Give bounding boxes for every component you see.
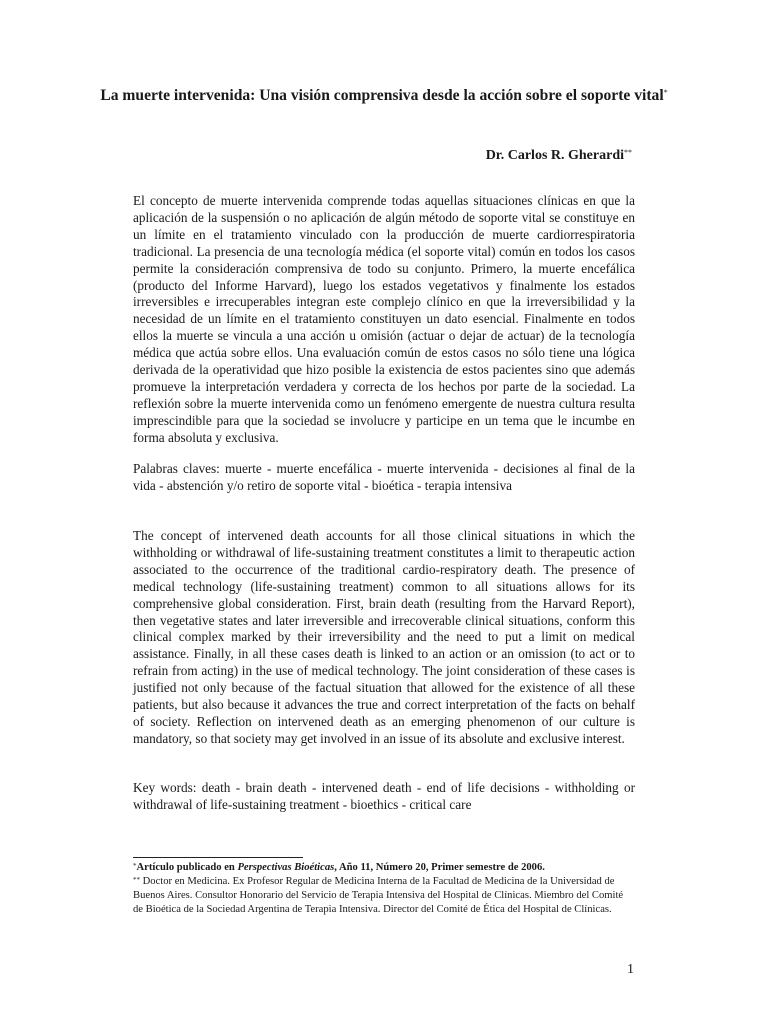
keywords-spanish: Palabras claves: muerte - muerte encefálica - muerte intervenida - decisiones al final de la vida - abstención y/o retiro de soporte vital - bioética - terapia intensiva bbox=[133, 461, 635, 493]
abstract-spanish: El concepto de muerte intervenida comprende todas aquellas situaciones clínicas en que la aplicación de la suspensión o no aplicación de algún método de soporte vital se constituye en un límite en el tratamiento vinculado con la producción de muerte cardiorrespiratoria tradicional. La presencia de una tecnología médica (el soporte vital) común en todos los casos permite la consideración comprensiva de todo su conjunto. Primero, la muerte encefálica (producto del Informe Harvard), luego los estados vegetativos y finalmente los estados irreversibles e irrecuperables integran este complejo clínico en que la irreversibilidad y la necesidad de un límite en el tratamiento constituyen un dato esencial. Finalmente en todos ellos la muerte se vincula a una acción u omisión (actuar o dejar de actuar) de la tecnología médica que actúa sobre ellos. Una evaluación común de estos casos no sólo tiene una lógica derivada de la operatividad que hizo posible la existencia de estos pacientes sino que además promueve la interpretación verdadera y correcta de los hechos por parte de la sociedad. La reflexión sobre la muerte intervenida como un fenómeno emergente de nuestra cultura resulta imprescindible para que la sociedad se involucre y participe en un tema que le incumbe en forma absoluta y exclusiva. bbox=[133, 193, 635, 445]
footnotes bbox=[133, 861, 635, 917]
footnote-journal-name: Perspectivas Bioéticas bbox=[237, 862, 335, 873]
author-footnote-marker: ** bbox=[624, 148, 632, 157]
title-footnote-marker: * bbox=[663, 88, 668, 97]
abstract-english: The concept of intervened death accounts for all those clinical situations in which the withholding or withdrawal of life-sustaining treatment constitutes a limit to therapeutic action associated to the occurrence of the traditional cardio-respiratory death. The presence of medical technology (life-sustaining treatment) common to all situations allows for its comprehensive global consideration. First, brain death (resulting from the Harvard Report), then vegetative states and later irreversible and irrecoverable clinical situations, conform this clinical complex marked by their irreversibility and the need to put a limit on medical assistance. Finally, in all these cases death is linked to an action or an omission (to act or to refrain from acting) in the use of medical technology. The joint consideration of these cases is justified not only because of the factual situation that allowed for the existence of all these patients, but also because it advances the true and correct interpretation of the facts on behalf of society. Reflection on intervened death as an emerging phenomenon of our culture is mandatory, so that society may get involved in an issue of its absolute and exclusive interest. bbox=[133, 528, 635, 746]
page-number: 1 bbox=[627, 962, 634, 977]
footnote-publication-prefix: Artículo publicado en bbox=[136, 862, 238, 873]
footnote-publication-suffix: , Año 11, Número 20, Primer semestre de 2006. bbox=[334, 862, 545, 873]
author-line bbox=[486, 148, 632, 164]
paper-title bbox=[100, 86, 668, 105]
footnote-publication bbox=[133, 861, 635, 875]
footnote-separator bbox=[133, 857, 303, 858]
footnote-marker: * bbox=[133, 862, 137, 870]
footnote-author-bio bbox=[133, 875, 635, 917]
author-name: Dr. Carlos R. Gherardi bbox=[485, 148, 624, 163]
footnote-author-bio-text: Doctor en Medicina. Ex Profesor Regular de Medicina Interna de la Facultad de Medicina de la Universidad de Buenos Aires. Consultor Honorario del Servicio de Terapia Intensiva del Hospital de Clínicas. Miembro del Comité de Bioética de la Sociedad Argentina de Terapia Intensiva. Director del Comité de Ética del Hospital de Clínicas. bbox=[133, 876, 624, 915]
paper-title-text: La muerte intervenida: Una visión comprensiva desde la acción sobre el soporte vital bbox=[100, 87, 664, 104]
footnote-marker: ** bbox=[133, 876, 140, 884]
keywords-english: Key words: death - brain death - intervened death - end of life decisions - withholding or withdrawal of life-sustaining treatment - bioethics - critical care bbox=[133, 780, 635, 812]
